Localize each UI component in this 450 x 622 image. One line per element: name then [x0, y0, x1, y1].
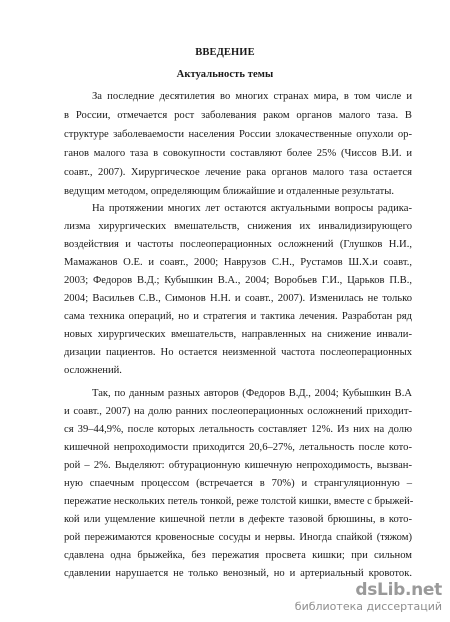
paragraph-2-line-3: воздействия и частоты послеоперационных осложнений (Глушков Н.И., [64, 239, 412, 250]
paragraph-2-line-10: осложнений. [64, 365, 122, 376]
paragraph-3-line-7: пережатие нескольких петель тонкой, реже толстой кишки, вместе с брыжей- [64, 496, 414, 507]
paragraph-2-line-1: На протяжении многих лет остаются актуальными вопросы радика- [92, 203, 412, 214]
paragraph-1-line-3: структуре заболеваемости населения России злокачественные опухоли ор- [64, 129, 412, 140]
paragraph-3-line-9: рой пережимаются кровеносные сосуды и нервы. Иногда спайкой (тяжом) [64, 532, 412, 543]
paragraph-2-line-5: 2003; Федоров В.Д.; Кубышкин В.А., 2004; Воробьев Г.И., Царьков П.В., [64, 275, 412, 286]
paragraph-2-line-8: новых хирургических вмешательств, направленных на снижение инвали- [64, 329, 412, 340]
paragraph-1-line-1: За последние десятилетия во многих странах мира, в том числе и [92, 91, 412, 102]
section-title: ВВЕДЕНИЕ [195, 47, 255, 58]
watermark-logo: dsLib.net [355, 580, 442, 600]
paragraph-2-line-2: лизма хирургических вмешательств, снижения их инвалидизирующего [64, 221, 412, 232]
paragraph-3-line-4: кишечной непроходимости приходится 20,6–27%, летальность после кото- [64, 442, 412, 453]
paragraph-2-line-6: 2004; Васильев С.В., Симонов Н.Н. и соавт., 2007). Изменилась не только [64, 293, 412, 304]
paragraph-1-line-2: в России, отмечается рост заболевания раком органов малого таза. В [64, 110, 412, 121]
paragraph-1-line-5: соавт., 2007). Хирургическое лечение рака органов малого таза остается [64, 167, 412, 178]
paragraph-1-line-6: ведущим методом, определяющим ближайшие и отдаленные результаты. [64, 186, 395, 197]
paragraph-3-line-10: сдавлена одна брыжейка, без пережатия просвета кишки; при сильном [64, 550, 412, 561]
paragraph-3-line-11: сдавлении нарушается не только венозный, но и артериальный кровоток. [64, 568, 412, 579]
paragraph-1-line-4: ганов малого таза в совокупности составляют более 25% (Чиссов В.И. и [64, 148, 412, 159]
paragraph-3-line-1: Так, по данным разных авторов (Федоров В.Д., 2004; Кубышкин В.А [92, 388, 412, 399]
paragraph-2-line-4: Мамажанов О.Е. и соавт., 2000; Наврузов С.Н., Рустамов Ш.Х.и соавт., [64, 257, 412, 268]
section-subtitle: Актуальность темы [176, 69, 274, 80]
paragraph-3-line-6: ную спаечным процессом (встречается в 70%) и странгуляционную – [64, 478, 412, 489]
paragraph-3-line-3: ся 39–44,9%, после которых летальность составляет 12%. Из них на долю [64, 424, 412, 435]
paragraph-3-line-5: рой – 2%. Выделяют: обтурационную кишечную непроходимость, вызван- [64, 460, 412, 471]
paragraph-2-line-9: дизации пациентов. Но остается неизменной частота послеоперационных [64, 347, 412, 358]
dslib-watermark [292, 580, 442, 616]
paragraph-3-line-8: кой или ущемление кишечной петли в дефекте тазовой брюшины, в кото- [64, 514, 412, 525]
paragraph-2-line-7: сама техника операций, но и стратегия и тактика лечения. Разработан ряд [64, 311, 412, 322]
paragraph-3-line-2: и соавт., 2007) на долю ранних послеоперационных осложнений приходит- [64, 406, 412, 417]
watermark-tagline: библиотека диссертаций [294, 600, 442, 613]
